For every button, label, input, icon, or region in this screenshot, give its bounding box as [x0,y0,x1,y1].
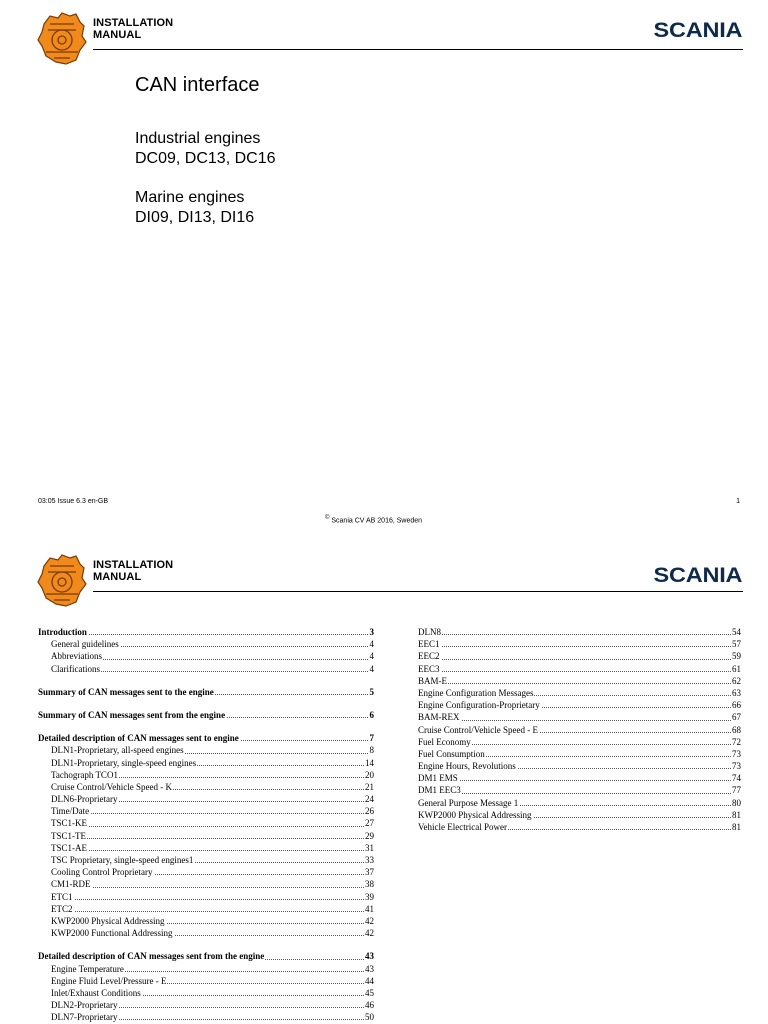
toc-entry-label: Clarifications [51,663,100,674]
toc-entry-page: 54 [732,627,741,637]
toc-right-column [418,626,741,833]
toc-entry-label: EEC1 [418,639,440,650]
toc-entry-page: 61 [732,663,741,674]
toc-entry-label: Detailed description of CAN messages sent to engine [38,733,239,744]
toc-entry[interactable] [38,903,374,915]
toc-entry-page: 57 [732,639,741,650]
toc-entry[interactable] [38,626,374,638]
toc-entry-label: KWP2000 Physical Addressing [418,809,532,820]
toc-entry[interactable] [418,699,741,711]
page2-header [0,552,768,612]
toc-entry-label: Engine Configuration-Proprietary [418,700,540,711]
header-rule [93,49,743,50]
toc-entry[interactable] [38,744,374,756]
toc-entry[interactable] [38,1011,374,1023]
toc-entry-label: Engine Fluid Level/Pressure - E [51,975,167,986]
toc-entry[interactable] [38,805,374,817]
toc-entry-label: ETC1 [51,891,73,902]
toc-entry-label: KWP2000 Functional Addressing [51,928,173,939]
toc-entry[interactable] [418,797,741,809]
toc-entry-page: 5 [369,686,374,697]
toc-entry-label: TSC1-TE [51,830,86,841]
toc-entry[interactable] [418,663,741,675]
toc-entry-page: 31 [365,842,374,853]
toc-left-column [38,626,374,1023]
toc-entry-label: Abbreviations [51,651,102,662]
copyright-text: Scania CV AB 2016, Sweden [331,517,423,525]
toc-entry-page: 62 [732,675,741,686]
toc-entry-page: 81 [732,822,741,832]
toc-entry-page: 46 [365,1000,374,1011]
toc-entry-page: 45 [365,987,374,998]
toc-dot-leader [51,887,374,888]
toc-entry-page: 73 [732,761,741,772]
toc-entry-page: 37 [365,867,374,878]
toc-entry[interactable] [38,915,374,927]
toc-entry-page: 59 [732,651,741,662]
toc-entry-label: General guidelines [51,639,119,650]
toc-entry[interactable] [418,784,741,796]
toc-entry[interactable] [38,781,374,793]
manual-title [93,559,173,583]
toc-entry-label: Summary of CAN messages sent to the engine [38,686,214,697]
toc-entry-page: 67 [732,712,741,723]
toc-entry[interactable] [38,854,374,866]
toc-entry-label: DLN2-Proprietary [51,1000,118,1011]
toc-entry-page: 68 [732,724,741,735]
toc-entry[interactable] [38,987,374,999]
toc-entry-page: 7 [369,733,374,744]
toc-entry[interactable] [38,732,374,744]
toc-entry-page: 38 [365,879,374,890]
toc-entry-label: Inlet/Exhaust Conditions [51,987,141,998]
toc-entry-page: 74 [732,773,741,784]
toc-entry-page: 73 [732,748,741,759]
industrial-engines-block [135,129,276,169]
toc-entry-label: Engine Temperature [51,963,124,974]
toc-entry[interactable] [418,748,741,760]
scania-wordmark: SCANIA [653,19,742,42]
toc-entry[interactable] [38,999,374,1011]
toc-entry-page: 26 [365,806,374,817]
toc-entry-label: General Purpose Message 1 [418,797,519,808]
toc-entry-page: 66 [732,700,741,711]
toc-entry-page: 27 [365,818,374,829]
toc-entry[interactable] [418,809,741,821]
toc-entry-label: Fuel Economy [418,736,471,747]
toc-entry-page: 50 [365,1012,374,1023]
scania-engine-logo-icon [36,10,88,66]
toc-entry-label: EEC2 [418,651,440,662]
toc-entry[interactable] [38,638,374,650]
toc-entry-page: 33 [365,855,374,865]
page1-header [0,10,768,70]
toc-dot-leader [418,646,741,647]
toc-entry-label: Fuel Consumption [418,748,485,759]
toc-entry-label: DM1 EEC3 [418,785,461,796]
toc-entry[interactable] [418,687,741,699]
marine-models: DI09, DI13, DI16 [135,209,255,226]
toc-entry-label: Cruise Control/Vehicle Speed - K [51,781,172,792]
toc-entry[interactable] [38,963,374,975]
toc-entry[interactable] [418,675,741,687]
toc-entry[interactable] [418,711,741,723]
scania-engine-logo-icon [36,552,88,608]
toc-entry-label: TSC1-AE [51,842,87,853]
toc-entry[interactable] [418,760,741,772]
toc-entry[interactable] [38,878,374,890]
toc-entry-page: 29 [365,830,374,841]
toc-entry-page: 21 [365,781,374,792]
toc-entry-label: TSC Proprietary, single-speed engines1 [51,855,194,865]
toc-entry-page: 42 [365,915,374,926]
toc-entry[interactable] [38,769,374,781]
toc-entry[interactable] [38,650,374,662]
toc-entry[interactable] [38,891,374,903]
toc-dot-leader [51,911,374,912]
toc-entry-page: 43 [365,951,374,962]
toc-entry-label: Vehicle Electrical Power [418,822,507,832]
toc-entry[interactable] [38,757,374,769]
toc-dot-leader [51,850,374,851]
manual-title-line1: INSTALLATION [93,559,174,571]
toc-entry[interactable] [38,927,374,939]
toc-entry-label: Engine Hours, Revolutions [418,761,516,772]
toc-dot-leader [418,793,741,794]
manual-title-line2: MANUAL [93,29,142,41]
toc-dot-leader [51,838,374,839]
toc-entry-page: 80 [732,797,741,808]
toc-entry-label: TSC1-KE [51,818,87,829]
manual-title-line1: INSTALLATION [93,17,174,29]
toc-entry-label: Cooling Control Proprietary [51,867,153,878]
toc-entry-label: EEC3 [418,663,440,674]
toc-entry-page: 42 [365,928,374,939]
toc-entry-label: ETC2 [51,903,73,914]
toc-entry[interactable] [38,866,374,878]
toc-entry-label: DLN1-Proprietary, single-speed engines [51,757,197,768]
toc-entry-page: 44 [365,975,374,986]
copyright-notice [325,515,422,524]
toc-entry-page: 72 [732,736,741,747]
toc-entry-label: DM1 EMS [418,773,458,784]
toc-entry-label: Engine Configuration Messages [418,687,534,698]
toc-entry[interactable] [38,793,374,805]
toc-entry-label: BAM-E [418,675,447,686]
toc-entry-page: 6 [369,709,374,720]
toc-entry[interactable] [418,724,741,736]
toc-entry-page: 4 [369,639,374,650]
toc-entry-page: 4 [369,651,374,662]
toc-entry[interactable] [38,817,374,829]
toc-entry[interactable] [418,650,741,662]
marine-engines-block [135,188,254,228]
toc-entry-label: Tachograph TCO1 [51,769,118,780]
toc-dot-leader [51,813,374,814]
toc-dot-leader [418,780,741,781]
toc-entry-label: CM1-RDE [51,879,91,890]
toc-entry[interactable] [418,638,741,650]
toc-entry-label: KWP2000 Physical Addressing [51,915,165,926]
toc-entry[interactable] [38,975,374,987]
toc-dot-leader [38,634,374,635]
toc-entry-label: Time/Date [51,806,90,817]
toc-entry-page: 77 [732,785,741,796]
toc-entry-label: DLN6-Proprietary [51,794,118,805]
toc-entry[interactable] [418,736,741,748]
toc-entry[interactable] [38,686,374,698]
toc-entry-page: 8 [369,745,374,756]
toc-entry[interactable] [38,663,374,675]
toc-entry[interactable] [418,772,741,784]
toc-dot-leader [418,671,741,672]
toc-entry-page: 81 [732,809,741,820]
toc-entry[interactable] [38,830,374,842]
toc-dot-leader [51,826,374,827]
toc-dot-leader [418,720,741,721]
industrial-models: DC09, DC13, DC16 [135,150,276,167]
toc-entry-label: Summary of CAN messages sent from the engine [38,709,226,720]
toc-dot-leader [418,659,741,660]
document-title: CAN interface [135,74,260,96]
toc-entry-label: BAM-REX [418,712,460,723]
manual-title [93,17,173,41]
toc-entry[interactable] [38,709,374,721]
toc-entry-page: 14 [365,757,374,768]
issue-label: 03:05 Issue 6.3 en-GB [38,498,109,505]
toc-entry-label: Detailed description of CAN messages sent from the engine [38,951,265,962]
toc-entry-page: 39 [365,891,374,902]
toc-entry-label: DLN7-Proprietary [51,1012,118,1023]
toc-entry-label: DLN1-Proprietary, all-speed engines [51,745,184,756]
toc-entry[interactable] [38,950,374,962]
page-number: 1 [736,498,740,505]
marine-heading: Marine engines [135,189,245,206]
toc-dot-leader [51,899,374,900]
toc-dot-leader [418,683,741,684]
copyright-symbol: © [325,515,330,521]
toc-entry-page: 63 [732,687,741,698]
manual-title-line2: MANUAL [93,571,142,583]
industrial-heading: Industrial engines [135,130,261,147]
toc-dot-leader [418,634,741,635]
header-rule [93,591,743,592]
toc-entry[interactable] [38,842,374,854]
scania-wordmark: SCANIA [653,564,742,587]
toc-entry-page: 24 [365,794,374,805]
toc-entry-label: Introduction [38,627,87,637]
toc-entry-label: Cruise Control/Vehicle Speed - E [418,724,538,735]
toc-entry[interactable] [418,626,741,638]
toc-entry-label: DLN8 [418,627,441,637]
toc-entry[interactable] [418,821,741,833]
toc-entry-page: 3 [369,627,374,637]
toc-entry-page: 4 [369,663,374,674]
toc-entry-page: 43 [365,963,374,974]
toc-entry-page: 20 [365,769,374,780]
toc-entry-page: 41 [365,903,374,914]
